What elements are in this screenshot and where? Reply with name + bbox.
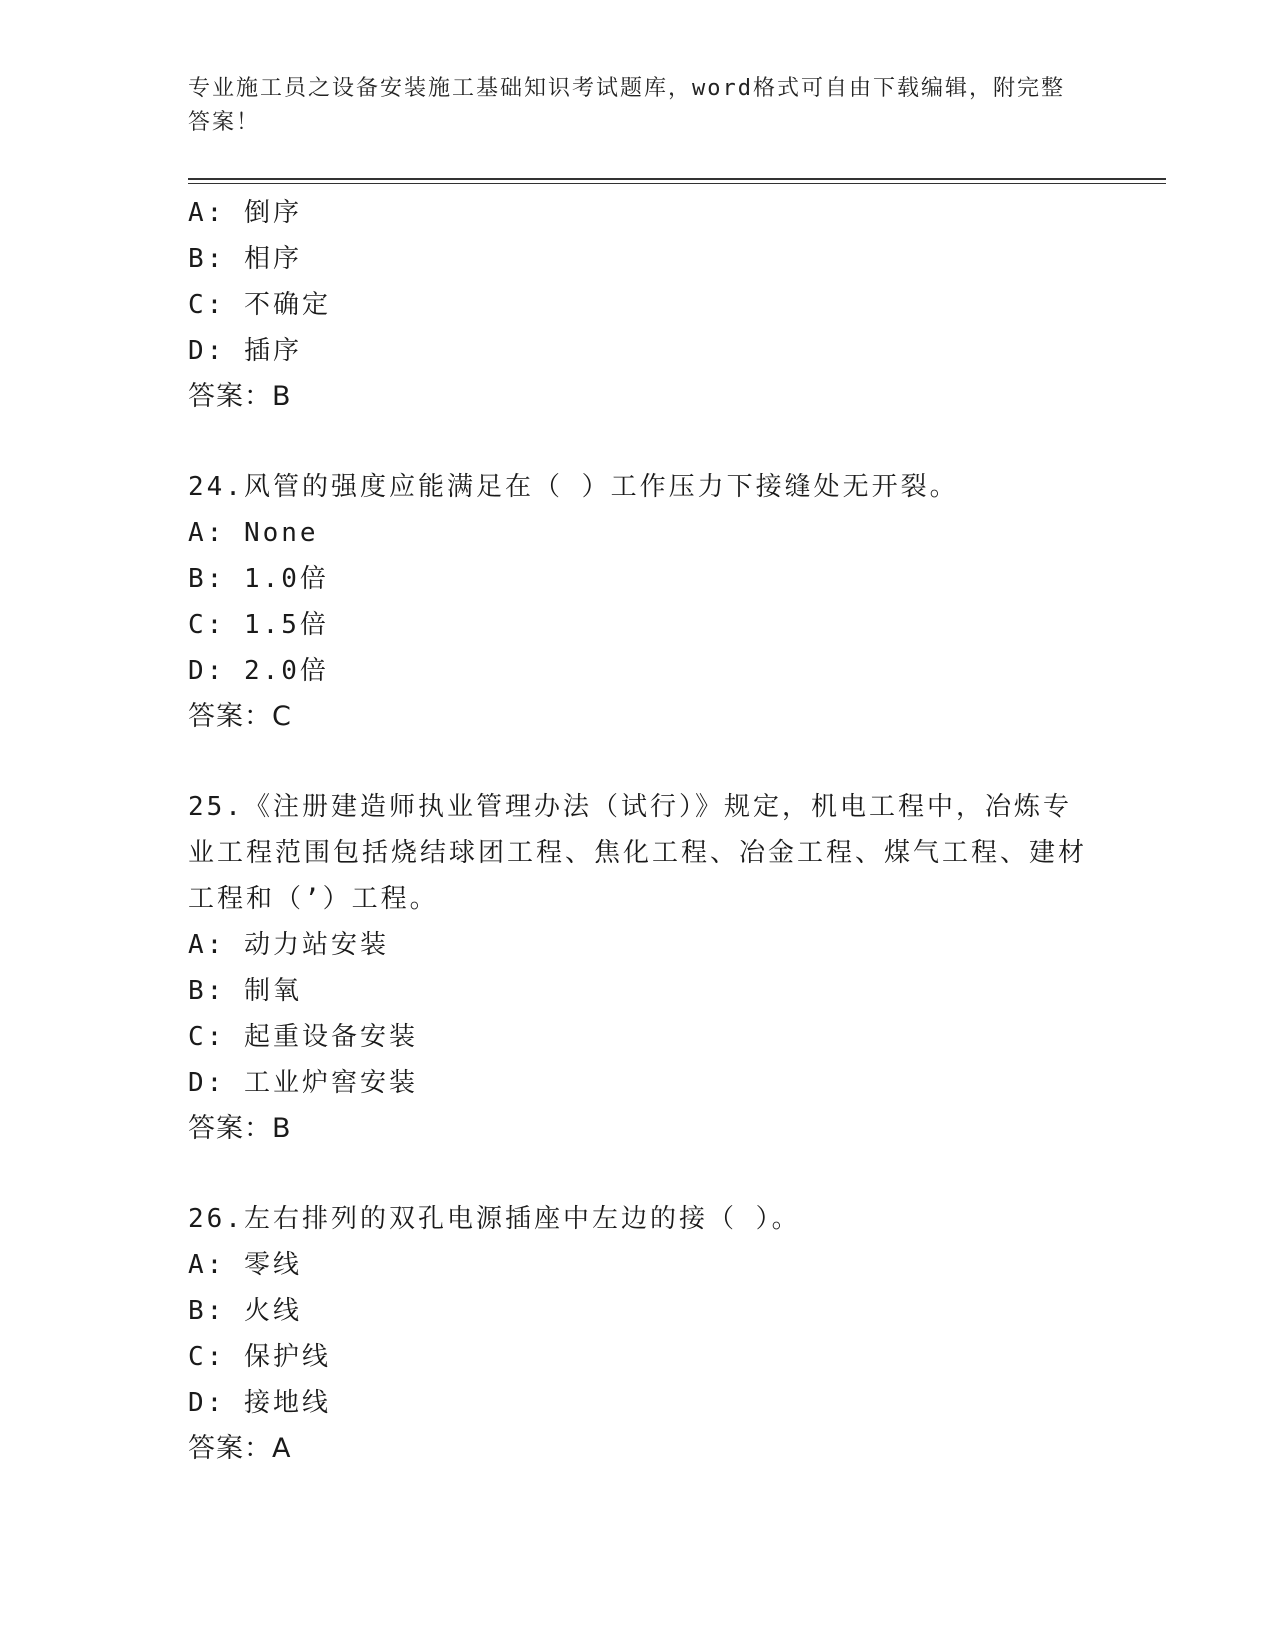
option-d: D: 插序	[188, 336, 302, 366]
option-a: A: 倒序	[188, 198, 302, 228]
document-header: 专业施工员之设备安装施工基础知识考试题库，word格式可自由下载编辑，附完整答案！	[188, 76, 1065, 135]
option-c: C: 1.5倍	[188, 610, 329, 640]
option-d: D: 工业炉窖安装	[188, 1068, 418, 1098]
option-a: A: 动力站安装	[188, 930, 389, 960]
answer-text: 答案：C	[188, 701, 292, 732]
header-divider-thin	[188, 183, 1166, 184]
answer-text: 答案：B	[188, 1113, 292, 1144]
question-list	[188, 190, 1088, 1472]
option-a: A: 零线	[188, 1250, 302, 1280]
question-block	[188, 1196, 1088, 1472]
question-block	[188, 784, 1088, 1152]
option-c: C: 不确定	[188, 290, 331, 320]
option-d: D: 2.0倍	[188, 656, 329, 686]
option-c: C: 起重设备安装	[188, 1022, 418, 1052]
question-block	[188, 464, 1088, 740]
option-d: D: 接地线	[188, 1388, 331, 1418]
answer-text: 答案：A	[188, 1433, 292, 1464]
option-b: B: 相序	[188, 244, 302, 274]
option-b: B: 火线	[188, 1296, 302, 1326]
option-a: A: None	[188, 518, 319, 548]
header-divider	[188, 178, 1166, 180]
option-b: B: 制氧	[188, 976, 302, 1006]
question-block	[188, 190, 1088, 420]
option-c: C: 保护线	[188, 1342, 331, 1372]
question-text: 25.《注册建造师执业管理办法（试行）》规定，机电工程中，冶炼专业工程范围包括烧结球团工程、焦化工程、冶金工程、煤气工程、建材工程和（’）工程。	[188, 792, 1088, 914]
option-b: B: 1.0倍	[188, 564, 329, 594]
question-text: 24.风管的强度应能满足在（ ）工作压力下接缝处无开裂。	[188, 472, 959, 502]
answer-text: 答案：B	[188, 381, 292, 412]
question-text: 26.左右排列的双孔电源插座中左边的接（ ）。	[188, 1204, 801, 1234]
